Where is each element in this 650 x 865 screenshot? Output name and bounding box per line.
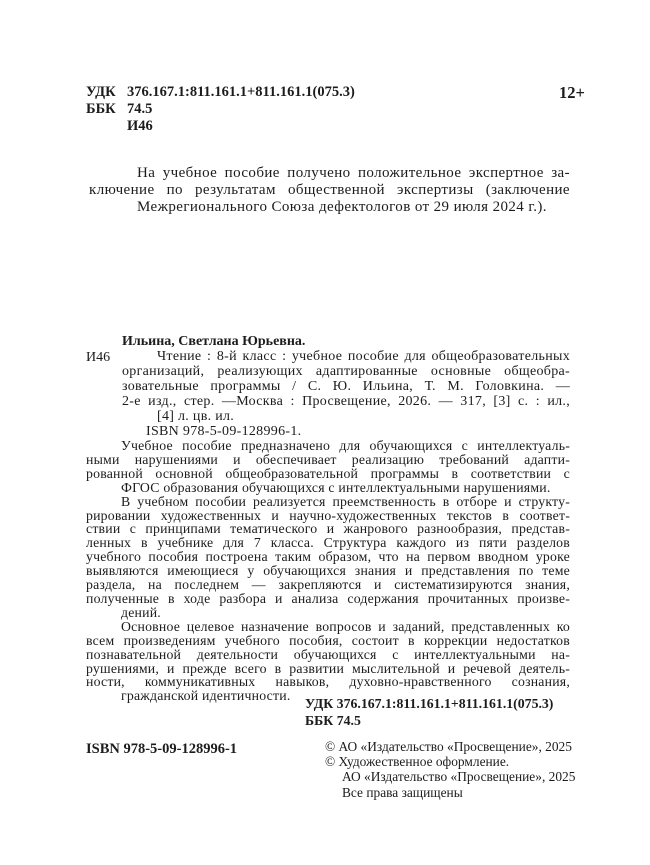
- bbk-row: [86, 101, 355, 118]
- copyright-line-artwork: © Художественное оформление.: [325, 754, 510, 770]
- catalog-margin-code: И46: [86, 350, 111, 365]
- copyright-line-publisher: © АО «Издательство «Просвещение», 2025: [325, 739, 572, 754]
- author-code-spacer: [86, 118, 127, 135]
- bbk-footer-line: ББК 74.5: [305, 712, 361, 728]
- copyright-line-rights: Все права защищены: [342, 784, 463, 800]
- annotation-paragraph-2: В учебном пособии реализуется преемственность в отборе и структу- рировании художественных и научно-художественных текстов в соответ- ствии с принципами тематического и жанрового разнообразия, представ- ленных в учебнике для 7 класса. Структура каждого из пяти разделов учебного пособия построена таким образом, что на первом вводном уроке выявляются имеющиеся у обучающихся знания и представления по теме раздела, на последнем — закрепляются и систематизируются знания, полученные в ходе разбора и анализа содержания прочитанных произве- дений.: [86, 493, 570, 620]
- age-rating-badge: 12+: [559, 83, 585, 102]
- author-heading: Ильина, Светлана Юрьевна.: [122, 334, 306, 349]
- catalog-card: [86, 334, 570, 703]
- copyright-block: [325, 739, 575, 800]
- udk-footer-block: [305, 696, 553, 729]
- expert-review-note: На учебное пособие получено положительное экспертное за- ключение по результатам общественной экспертизы (заключение Межрегионального Союза дефектологов от 29 июля 2024 г.).: [89, 165, 570, 215]
- isbn-footer: ISBN 978-5-09-128996-1: [86, 741, 238, 757]
- bibliographic-description: Чтение : 8-й класс : учебное пособие для общеобразовательных организаций, реализующих адаптированные основные общеобра- зовательные программы / С. Ю. Ильина, Т. М. Головкина. — 2-е изд., стер. —Москва : Просвещение, 2026. — 317, [3] с. : ил., [4] л. цв. ил.: [122, 349, 570, 424]
- udk-row: [86, 84, 355, 101]
- catalog-isbn: ISBN 978-5-09-128996-1.: [146, 424, 302, 439]
- classification-block: [86, 84, 355, 135]
- copyright-line-publisher-2: АО «Издательство «Просвещение», 2025: [342, 769, 576, 785]
- author-code: И46: [127, 118, 153, 134]
- annotation-paragraph-3: Основное целевое назначение вопросов и заданий, представленных ко всем произведениям учебного пособия, состоит в коррекции недостатков познавательной деятельности обучающихся с интеллектуальными на- рушениями, и прежде всего в развитии мыслительной и речевой деятель- ности, коммуникативных навыков, духовно-нравственного сознания, гражданской идентичности.: [86, 618, 570, 704]
- bbk-label: ББК: [86, 101, 116, 117]
- udk-footer-line: УДК 376.167.1:811.161.1+811.161.1(075.3): [305, 696, 554, 711]
- author-code-row: [86, 118, 355, 135]
- annotation-paragraph-1: Учебное пособие предназначено для обучающихся с интеллектуаль- ными нарушениями и обеспечивает реализацию требований адапти- рованной основной общеобразовательной программы в соответствии с ФГОС образования обучающихся с интеллектуальными нарушениями.: [86, 438, 570, 495]
- bbk-value: 74.5: [127, 101, 153, 117]
- udk-value: 376.167.1:811.161.1+811.161.1(075.3): [127, 84, 355, 100]
- udk-label: УДК: [86, 84, 116, 100]
